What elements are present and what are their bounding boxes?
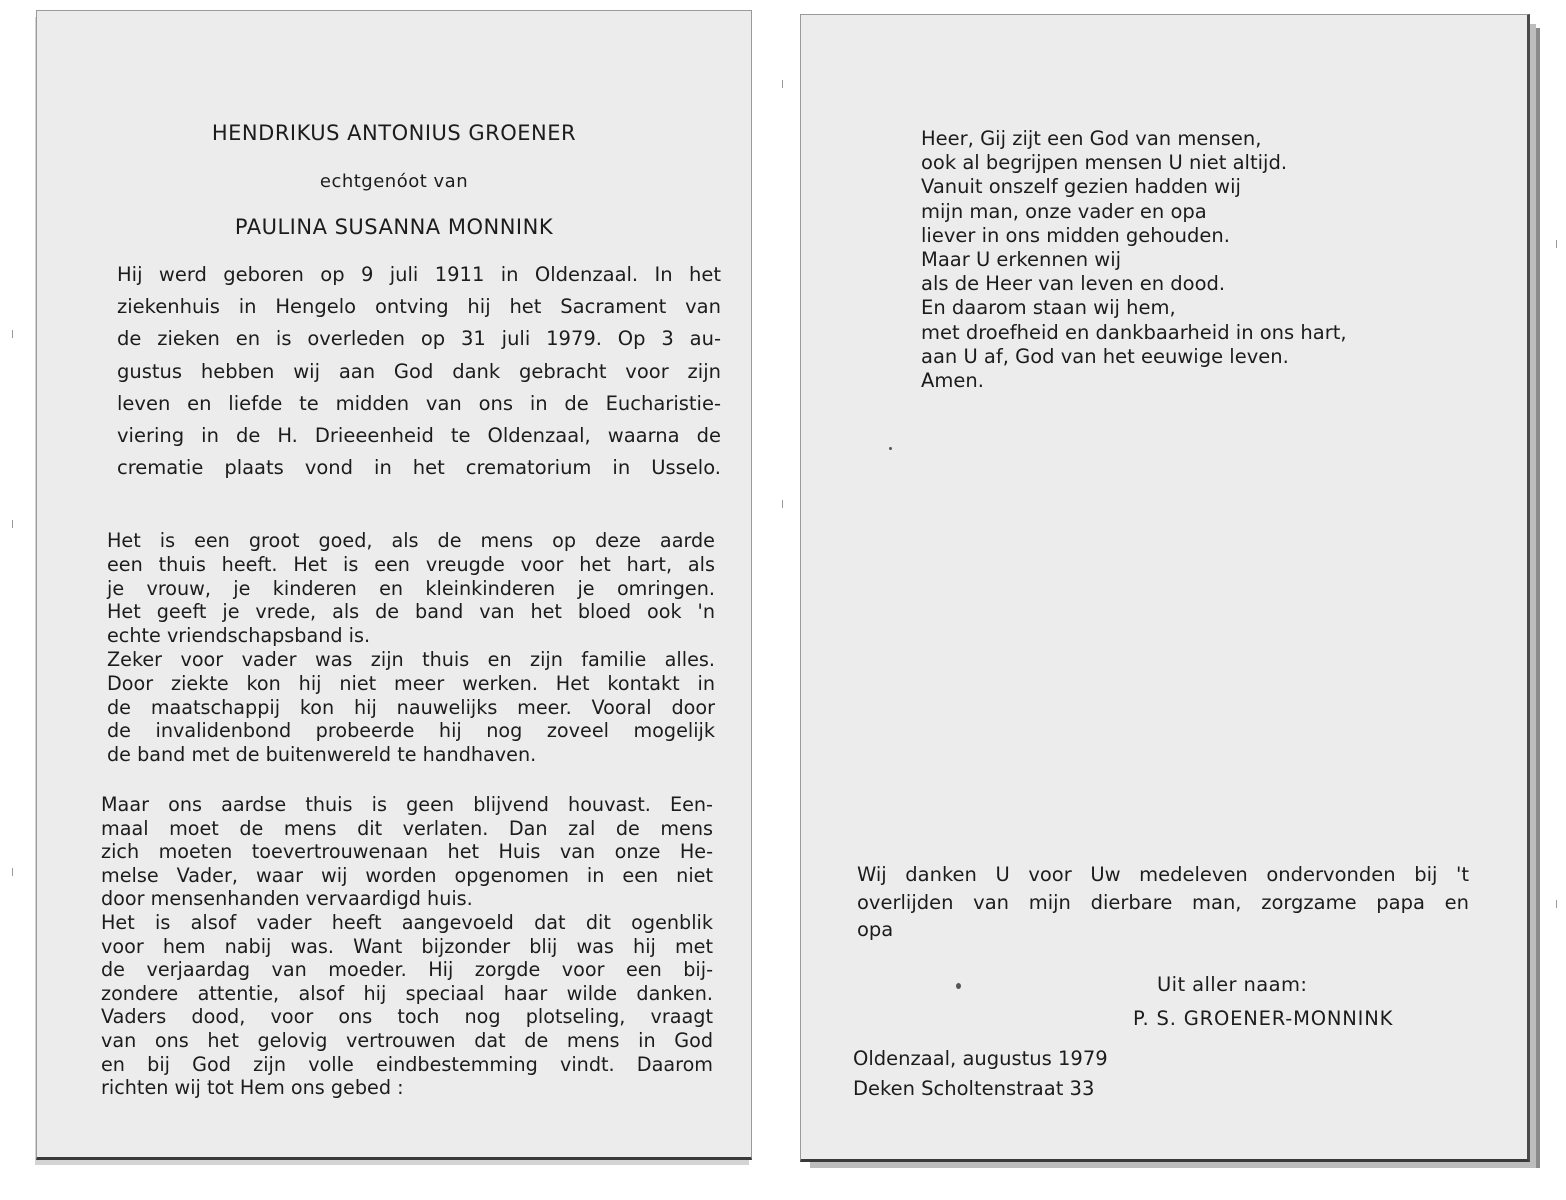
prayer-line: Amen. [921, 369, 984, 393]
prayer-line: mijn man, onze vader en opa [921, 199, 1207, 223]
biography-line: Hij werd geboren op 9 juli 1911 in Oldenzaal. In het [117, 263, 721, 286]
scan-mark [12, 520, 13, 528]
text-line: de maatschappij kon hij nauwelijks meer. Vooral door [107, 695, 715, 719]
text-line: van ons het gelovig vertrouwen dat de mens in God [101, 1028, 713, 1052]
biography-line: viering in de H. Drieeenheid te Oldenzaal, waarna de [117, 424, 721, 448]
text-line: een thuis heeft. Het is een vreugde voor het hart, als [107, 552, 715, 576]
biography-line: leven en liefde te midden van ons in de Eucharistie- [117, 391, 721, 415]
text-line: en bij God zijn volle eindbestemming vindt. Daarom [101, 1052, 713, 1076]
text-line: maal moet de mens dit verlaten. Dan zal de mens [101, 816, 713, 840]
text-line: richten wij tot Hem ons gebed : [101, 1076, 404, 1100]
text-line: Het is alsof vader heeft aangevoeld dat dit ogenblik [101, 910, 713, 934]
prayer-line: aan U af, God van het eeuwige leven. [921, 344, 1289, 368]
text-line: de invalidenbond probeerde hij nog zoveel mogelijk [107, 719, 715, 743]
thanks-message [857, 861, 1469, 944]
text-line: Maar ons aardse thuis is geen blijvend houvast. Een- [101, 793, 713, 816]
scan-mark [12, 330, 13, 338]
prayer-line: ook al begrijpen mensen U niet altijd. [921, 151, 1288, 175]
thanks-line: opa [857, 918, 894, 941]
text-line: Het is een groot goed, als de mens op deze aarde [107, 529, 715, 552]
text-line: zondere attentie, alsof hij speciaal haar wilde danken. [101, 981, 713, 1005]
text-line: melse Vader, waar wij worden opgenomen in een niet [101, 863, 713, 887]
text-line: door mensenhanden vervaardigd huis. [101, 887, 473, 911]
prayer-text [921, 127, 1421, 393]
reflection-paragraph-1 [107, 529, 715, 767]
scan-mark [12, 868, 13, 876]
right-page [800, 14, 1530, 1162]
scan-mark [782, 500, 783, 508]
address: Deken Scholtenstraat 33 [853, 1077, 1095, 1100]
reflection-paragraph-2 [101, 793, 713, 1100]
scan-mark [782, 80, 783, 88]
text-line: de band met de buitenwereld te handhaven. [107, 743, 537, 767]
biography-line: ziekenhuis in Hengelo ontving hij het Sacrament van [117, 295, 721, 319]
text-line: echte vriendschapsband is. [107, 624, 371, 648]
prayer-line: Vanuit onszelf gezien hadden wij [921, 175, 1241, 199]
place-and-date: Oldenzaal, augustus 1979 [853, 1047, 1108, 1070]
signature-label: Uit aller naam: [1157, 973, 1308, 996]
thanks-line: Wij danken U voor Uw medeleven ondervonden bij 't [857, 863, 1469, 886]
biography-line: crematie plaats vond in het crematorium in Usselo. [117, 456, 721, 480]
prayer-line: Heer, Gij zijt een God van mensen, [921, 127, 1262, 150]
text-line: Vaders dood, voor ons toch nog plotseling, vraagt [101, 1005, 713, 1029]
biography-paragraph [117, 259, 721, 484]
biography-line: de zieken en is overleden op 31 juli 1979. Op 3 au- [117, 327, 721, 351]
text-line: Het geeft je vrede, als de band van het bloed ook 'n [107, 600, 715, 624]
left-page [36, 10, 752, 1160]
ink-speck [956, 983, 961, 989]
signature-name: P. S. GROENER-MONNINK [1133, 1007, 1394, 1030]
scan-mark [1556, 900, 1557, 908]
prayer-line: als de Heer van leven en dood. [921, 272, 1226, 296]
text-line: Door ziekte kon hij niet meer werken. Het kontakt in [107, 671, 715, 695]
prayer-line: liever in ons midden gehouden. [921, 223, 1230, 247]
text-line: voor hem nabij was. Want bijzonder blij was hij met [101, 934, 713, 958]
deceased-name: HENDRIKUS ANTONIUS GROENER [211, 121, 577, 145]
text-line: Zeker voor vader was zijn thuis en zijn familie alles. [107, 647, 715, 671]
prayer-line: met droefheid en dankbaarheid in ons hart, [921, 320, 1347, 344]
scan-mark [1556, 240, 1557, 248]
relation-label: echtgenóot van [319, 171, 469, 192]
ink-speck [889, 447, 892, 450]
prayer-line: Maar U erkennen wij [921, 248, 1122, 272]
text-line: de verjaardag van moeder. Hij zorgde voor een bij- [101, 958, 713, 982]
biography-line: gustus hebben wij aan God dank gebracht voor zijn [117, 359, 721, 383]
prayer-line: En daarom staan wij hem, [921, 296, 1176, 320]
thanks-line: overlijden van mijn dierbare man, zorgzame papa en [857, 890, 1469, 914]
spouse-name: PAULINA SUSANNA MONNINK [234, 215, 554, 239]
text-line: je vrouw, je kinderen en kleinkinderen je omringen. [107, 576, 715, 600]
text-line: zich moeten toevertrouwenaan het Huis van onze He- [101, 840, 713, 864]
